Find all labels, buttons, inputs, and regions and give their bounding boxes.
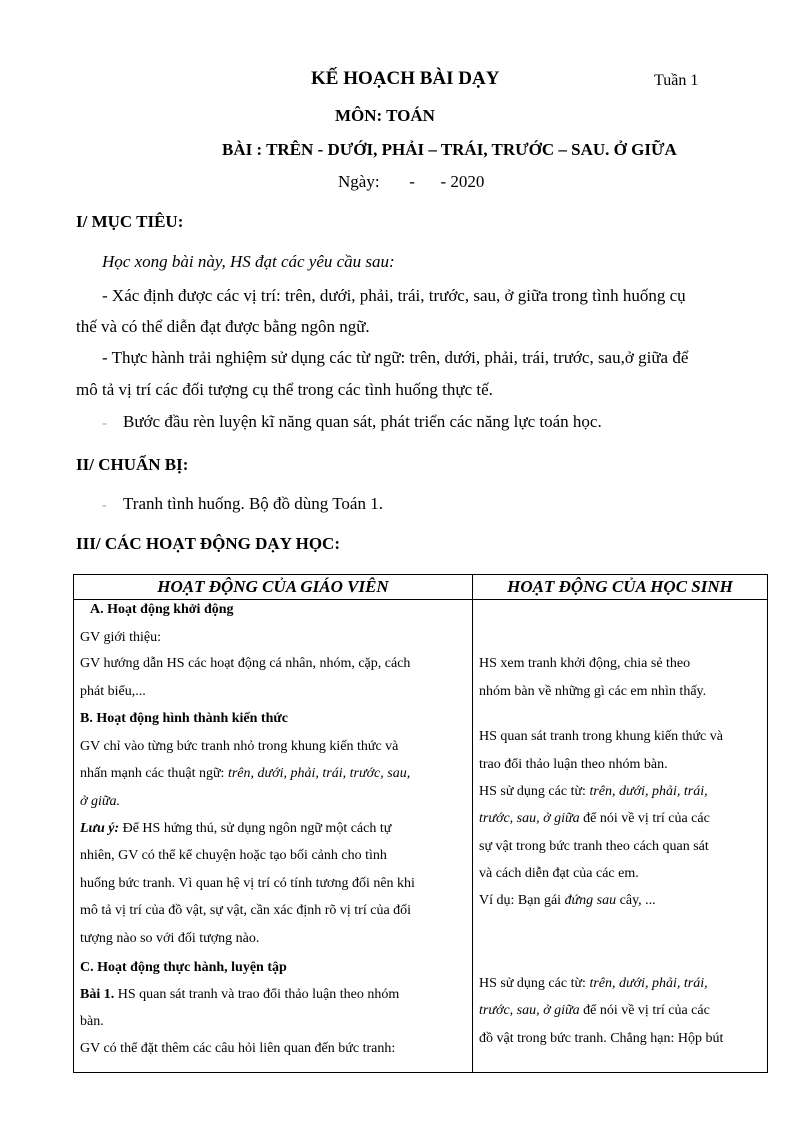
section-objectives-heading: I/ MỤC TIÊU: xyxy=(76,212,184,231)
student-line: Ví dụ: Bạn gái đứng sau cây, ... xyxy=(479,893,656,908)
objective-2-line2: mô tả vị trí các đối tượng cụ thể trong các tình huống thực tế. xyxy=(76,380,493,399)
teacher-line: huống bức tranh. Vì quan hệ vị trí có tính tương đối nên khi xyxy=(80,876,415,891)
teacher-line: GV hướng dẫn HS các hoạt động cá nhân, nhóm, cặp, cách xyxy=(80,656,411,671)
teacher-line: GV giới thiệu: xyxy=(80,630,162,645)
activities-table xyxy=(73,574,768,1073)
lesson-title: BÀI : TRÊN - DƯỚI, PHẢI – TRÁI, TRƯỚC – SAU. Ở GIỮA xyxy=(222,140,677,159)
section-activities-heading: III/ CÁC HOẠT ĐỘNG DẠY HỌC: xyxy=(76,534,340,553)
student-line: sự vật trong bức tranh theo cách quan sát xyxy=(479,839,709,854)
week-label: Tuần 1 xyxy=(654,72,699,89)
student-line: nhóm bàn về những gì các em nhìn thấy. xyxy=(479,684,707,699)
teacher-line: phát biểu,... xyxy=(80,684,146,699)
student-line: HS xem tranh khởi động, chia sẻ theo xyxy=(479,656,691,671)
date-line: Ngày: - - 2020 xyxy=(338,172,485,191)
student-column-header: HOẠT ĐỘNG CỦA HỌC SINH xyxy=(473,575,768,600)
bullet-dash-icon: - xyxy=(102,498,107,513)
exercise-1-line: Bài 1. HS quan sát tranh và trao đổi thảo luận theo nhóm xyxy=(80,987,400,1002)
teacher-line: ở giữa. xyxy=(80,794,120,809)
document-title: KẾ HOẠCH BÀI DẠY xyxy=(311,68,500,89)
teacher-line: tượng nào so với đối tượng nào. xyxy=(80,931,260,946)
activity-c-heading: C. Hoạt động thực hành, luyện tập xyxy=(80,960,287,975)
activity-a-heading: A. Hoạt động khởi động xyxy=(90,602,234,617)
student-line: HS sử dụng các từ: trên, dưới, phải, trái, xyxy=(479,976,708,991)
objective-1-line1: - Xác định được các vị trí: trên, dưới, phải, trái, trước, sau, ở giữa trong tình huống cụ xyxy=(102,286,686,305)
teacher-line: GV chỉ vào từng bức tranh nhỏ trong khung kiến thức và xyxy=(80,739,399,754)
section-preparation-heading: II/ CHUẨN BỊ: xyxy=(76,455,189,474)
teacher-line: nhiên, GV có thể kể chuyện hoặc tạo bối cảnh cho tình xyxy=(80,848,387,863)
student-line: HS quan sát tranh trong khung kiến thức và xyxy=(479,729,723,744)
student-activities-cell xyxy=(473,600,768,1073)
teacher-line: GV có thể đặt thêm các câu hỏi liên quan đến bức tranh: xyxy=(80,1041,396,1056)
objective-3: Bước đầu rèn luyện kĩ năng quan sát, phát triển các năng lực toán học. xyxy=(123,412,602,431)
teacher-activities-cell xyxy=(74,600,473,1073)
teacher-line: mô tả vị trí của đồ vật, sự vật, cần xác định rõ vị trí của đối xyxy=(80,903,412,918)
subject-label: MÔN: TOÁN xyxy=(335,106,435,125)
bullet-dash-icon: - xyxy=(102,416,107,431)
teacher-note: Lưu ý: Để HS hứng thú, sử dụng ngôn ngữ một cách tự xyxy=(80,821,392,836)
teacher-column-header: HOẠT ĐỘNG CỦA GIÁO VIÊN xyxy=(74,575,473,600)
activity-b-heading: B. Hoạt động hình thành kiến thức xyxy=(80,711,288,726)
student-line: đồ vật trong bức tranh. Chẳng hạn: Hộp bút xyxy=(479,1031,724,1046)
preparation-item: Tranh tình huống. Bộ đồ dùng Toán 1. xyxy=(123,494,383,513)
student-line: HS sử dụng các từ: trên, dưới, phải, trái, xyxy=(479,784,708,799)
objective-1-line2: thế và có thể diễn đạt được bằng ngôn ngữ. xyxy=(76,317,370,336)
objective-2-line1: - Thực hành trải nghiệm sử dụng các từ ngữ: trên, dưới, phải, trái, trước, sau,ở giữa để xyxy=(102,348,689,367)
objectives-intro: Học xong bài này, HS đạt các yêu cầu sau: xyxy=(102,252,395,271)
teacher-line: nhấn mạnh các thuật ngữ: trên, dưới, phải, trái, trước, sau, xyxy=(80,766,411,781)
student-line: và cách diễn đạt của các em. xyxy=(479,866,639,881)
student-line: trao đổi thảo luận theo nhóm bàn. xyxy=(479,757,668,772)
student-line: trước, sau, ở giữa để nói về vị trí của các xyxy=(479,1003,710,1018)
student-line: trước, sau, ở giữa để nói về vị trí của các xyxy=(479,811,710,826)
teacher-line: bàn. xyxy=(80,1014,104,1029)
